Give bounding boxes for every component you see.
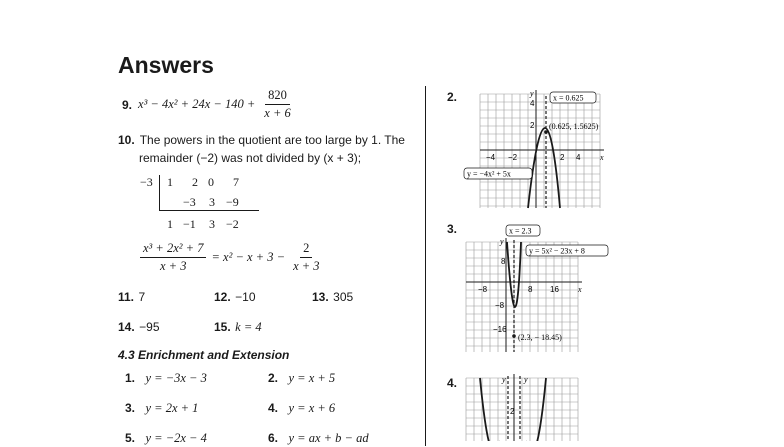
answer-number: 12. xyxy=(214,290,231,304)
grid xyxy=(480,94,600,208)
answer-expression: y = x + 5 xyxy=(288,371,336,385)
answer-expression: x³ − 4x² + 24x − 140 + xyxy=(138,97,256,111)
answer-value: k = 4 xyxy=(235,320,262,334)
answer-fraction xyxy=(261,88,293,121)
answer-15 xyxy=(214,318,262,336)
tick-label: 2 xyxy=(510,407,515,416)
axis-label: x xyxy=(600,153,604,162)
synthetic-cell: −9 xyxy=(226,195,239,209)
answer-14 xyxy=(118,318,160,336)
fraction-denominator: x + 3 xyxy=(293,259,320,273)
answer-value: 305 xyxy=(333,290,354,304)
fraction-denominator: x + 3 xyxy=(159,259,187,273)
tick-label: 4 xyxy=(530,99,535,108)
answer-number: 14. xyxy=(118,320,135,334)
synthetic-cell: 7 xyxy=(233,175,239,189)
fraction-numerator: 2 xyxy=(300,241,312,258)
graph-4 xyxy=(460,372,620,441)
answer-10 xyxy=(118,133,405,165)
answer-expression: y = ax + b − ad xyxy=(288,431,369,445)
answer-text-line: remainder (−2) was not divided by (x + 3); xyxy=(139,151,362,165)
equation-fraction xyxy=(140,241,206,274)
answer-number: 11. xyxy=(118,290,135,304)
synthetic-divisor: −3 xyxy=(140,175,153,189)
tick-label: −2 xyxy=(508,153,518,162)
tick-label: 16 xyxy=(550,285,559,294)
vertex-point-label: (2.3, − 18.45) xyxy=(518,333,562,342)
synthetic-cell: 3 xyxy=(209,217,215,231)
equation-label: y = −4x² + 5x xyxy=(467,169,511,179)
answer-text-line: The powers in the quotient are too large by 1. The xyxy=(139,133,405,147)
tick-label: −8 xyxy=(495,301,505,310)
enrichment-2 xyxy=(268,369,335,387)
graph-number: 4. xyxy=(447,376,458,390)
synthetic-cell: 1 xyxy=(167,175,173,189)
answer-expression: y = −2x − 4 xyxy=(145,431,207,445)
answer-12 xyxy=(214,288,256,306)
enrichment-6 xyxy=(268,429,369,447)
answer-value: 7 xyxy=(138,290,146,304)
answer-11 xyxy=(118,288,145,306)
synthetic-cell: 2 xyxy=(192,175,198,189)
answer-number: 5. xyxy=(125,431,136,445)
synthetic-division xyxy=(140,175,260,235)
answer-expression: y = −3x − 3 xyxy=(145,371,207,385)
parabola-curve xyxy=(526,378,546,441)
graph-3 xyxy=(460,222,620,357)
vertex-point-label: (0.625, 1.5625) xyxy=(549,122,599,131)
enrichment-3 xyxy=(125,399,198,417)
synthetic-cell: 0 xyxy=(208,175,214,189)
synthetic-cell: −2 xyxy=(226,217,239,231)
axis-label: x xyxy=(578,285,582,294)
tick-label: 2 xyxy=(530,121,535,130)
answer-9 xyxy=(122,88,294,121)
enrichment-1 xyxy=(125,369,207,387)
synthetic-cell: 3 xyxy=(209,195,215,209)
tick-label: 8 xyxy=(528,285,533,294)
answer-13 xyxy=(312,288,353,306)
answer-number: 3. xyxy=(125,401,136,415)
tick-label: 4 xyxy=(576,153,581,162)
tick-label: −16 xyxy=(493,325,507,334)
vertex-point xyxy=(512,334,516,338)
answer-number: 6. xyxy=(268,431,279,445)
enrichment-5 xyxy=(125,429,207,447)
synthetic-cell: −3 xyxy=(183,195,196,209)
tick-label: −8 xyxy=(478,285,488,294)
answer-10-equation xyxy=(140,241,323,274)
answer-expression: y = 2x + 1 xyxy=(145,401,199,415)
tick-label: −4 xyxy=(486,153,496,162)
fraction-numerator: 820 xyxy=(265,88,290,105)
equation-middle: = x² − x + 3 − xyxy=(211,250,286,264)
page-title: Answers xyxy=(118,52,214,78)
synthetic-bracket xyxy=(159,175,160,211)
answer-value: −95 xyxy=(139,320,160,334)
equation-fraction xyxy=(290,241,322,274)
axis-label: y xyxy=(500,237,504,246)
synthetic-rule xyxy=(159,210,259,211)
synthetic-cell: 1 xyxy=(167,217,173,231)
answer-value: −10 xyxy=(235,290,256,304)
section-heading: 4.3 Enrichment and Extension xyxy=(118,348,290,362)
answer-number: 4. xyxy=(268,401,279,415)
vertex-x-label: x = 0.625 xyxy=(553,93,584,103)
answer-number: 10. xyxy=(118,133,135,147)
vertex-x-label: x = 2.3 xyxy=(509,226,532,236)
graph-number: 2. xyxy=(447,90,458,104)
synthetic-cell: −1 xyxy=(183,217,196,231)
axes xyxy=(480,90,604,208)
answer-number: 13. xyxy=(312,290,329,304)
graph-number: 3. xyxy=(447,222,458,236)
fraction-denominator: x + 6 xyxy=(264,106,291,120)
equation-label: y = 5x² − 23x + 8 xyxy=(529,246,585,256)
column-divider xyxy=(425,86,426,446)
tick-label: 2 xyxy=(560,153,565,162)
axis-label: y xyxy=(524,375,528,384)
fraction-numerator: x³ + 2x² + 7 xyxy=(140,241,206,258)
answer-number: 15. xyxy=(214,320,231,334)
answer-number: 9. xyxy=(122,97,133,112)
tick-label: 8 xyxy=(501,257,506,266)
graph-2 xyxy=(460,88,620,213)
answer-number: 2. xyxy=(268,371,279,385)
answer-number: 1. xyxy=(125,371,136,385)
axis-label: y xyxy=(502,375,506,384)
answer-expression: y = x + 6 xyxy=(288,401,336,415)
vertex-point xyxy=(544,130,548,134)
enrichment-4 xyxy=(268,399,335,417)
axis-label: y xyxy=(530,89,534,98)
